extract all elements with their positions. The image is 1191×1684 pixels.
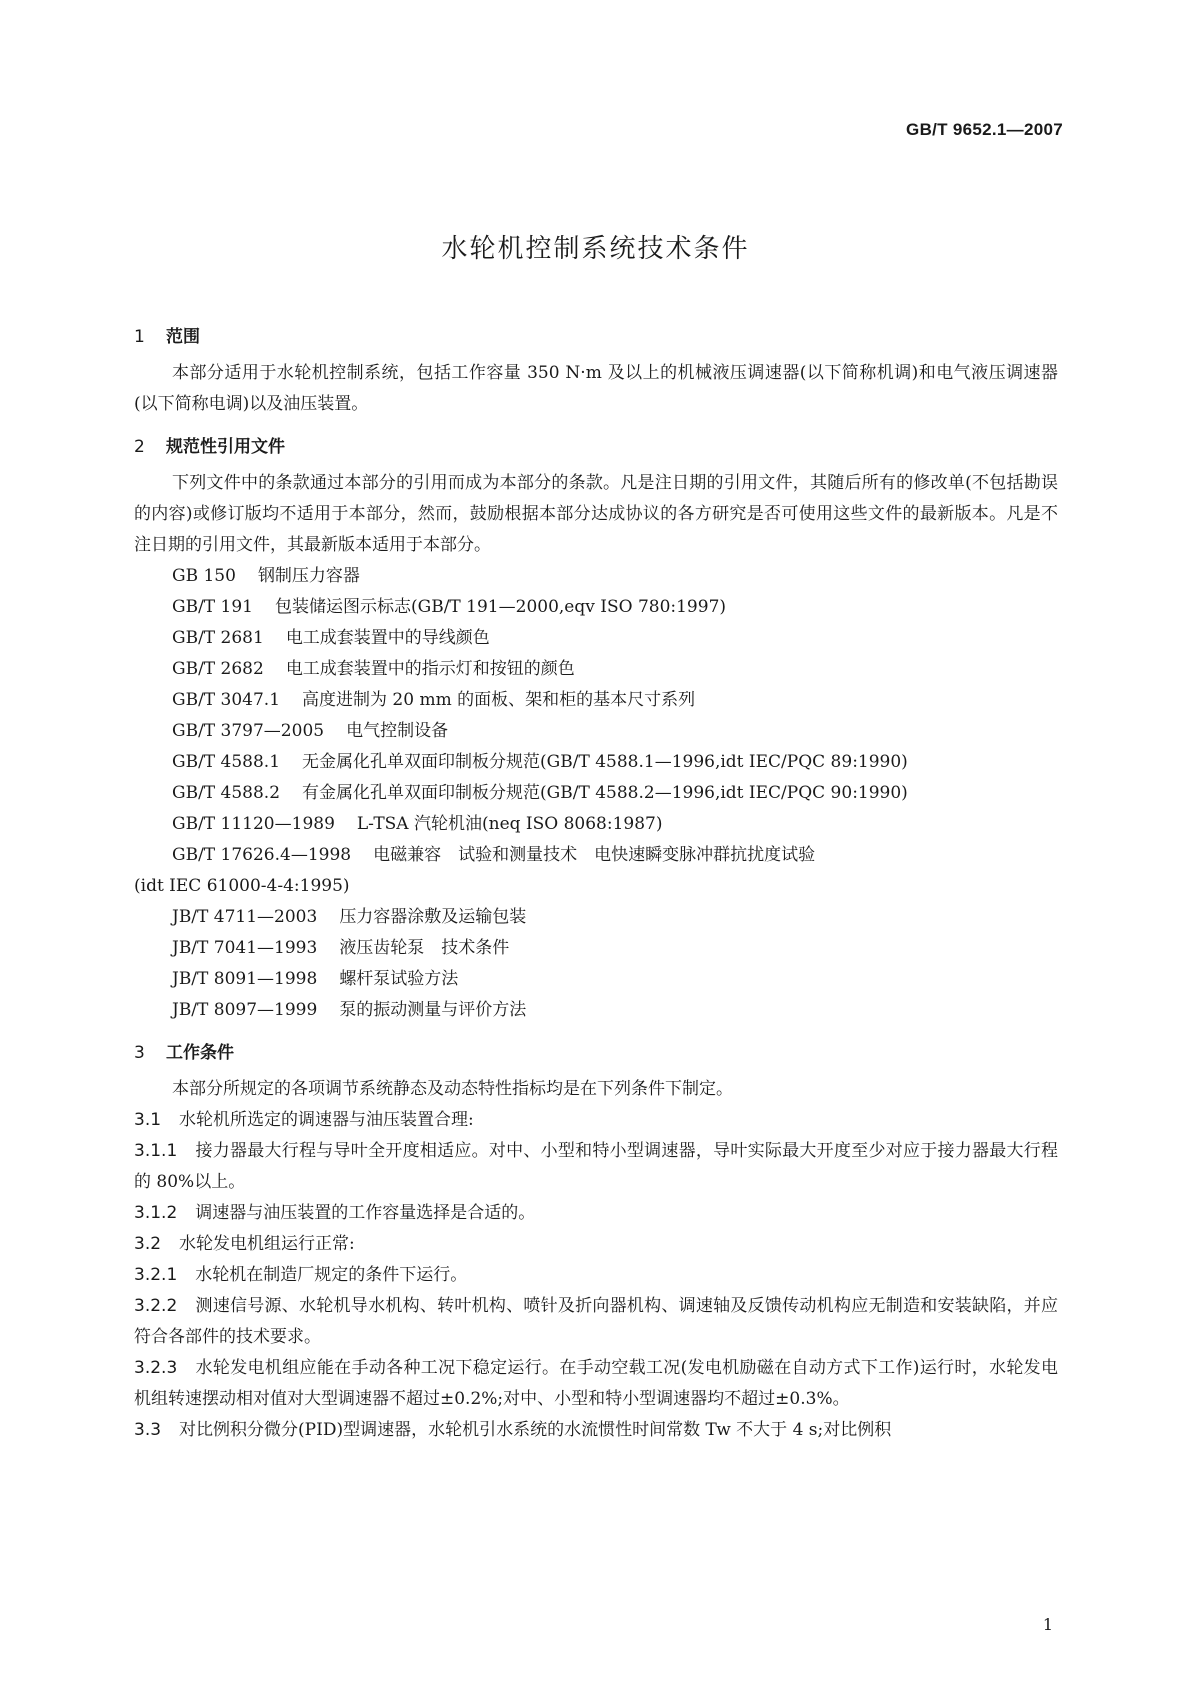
section-title: 工作条件 xyxy=(166,1043,234,1063)
section-number: 1 xyxy=(134,327,145,347)
clause-text: 接力器最大行程与导叶全开度相适应。对中、小型和特小型调速器，导叶实际最大开度至少对应于接力器最大行程的 80%以上。 xyxy=(134,1141,1058,1192)
clause-number: 3.3 xyxy=(134,1420,162,1440)
clause xyxy=(134,1229,1058,1260)
reference-title: 压力容器涂敷及运输包装 xyxy=(339,907,527,927)
reference-title: 电工成套装置中的导线颜色 xyxy=(285,628,490,648)
reference-title: 钢制压力容器 xyxy=(257,566,360,586)
clause-number: 3.1 xyxy=(134,1110,162,1130)
reference-item xyxy=(134,747,1058,778)
clause-number: 3.1.1 xyxy=(134,1141,178,1161)
clause-text: 水轮机在制造厂规定的条件下运行。 xyxy=(195,1265,468,1285)
reference-item xyxy=(134,778,1058,809)
reference-item xyxy=(134,995,1058,1026)
reference-item xyxy=(134,933,1058,964)
reference-code: JB/T 4711—2003 xyxy=(172,907,318,927)
clause-number: 3.1.2 xyxy=(134,1203,178,1223)
reference-item xyxy=(134,902,1058,933)
reference-item xyxy=(134,654,1058,685)
reference-item xyxy=(134,809,1058,840)
section-1-heading xyxy=(134,322,1058,352)
document-title: 水轮机控制系统技术条件 xyxy=(441,234,750,264)
reference-item xyxy=(134,592,1058,623)
standard-code: GB/T 9652.1—2007 xyxy=(906,120,1063,139)
reference-code: GB/T 2681 xyxy=(172,628,264,648)
clause-number: 3.2 xyxy=(134,1234,162,1254)
reference-code: GB/T 3797—2005 xyxy=(172,721,325,741)
clause-number: 3.2.1 xyxy=(134,1265,178,1285)
clause-text: 水轮发电机组运行正常: xyxy=(179,1234,355,1254)
reference-title: 电气控制设备 xyxy=(346,721,449,741)
document-body xyxy=(134,322,1058,1446)
reference-code: GB/T 4588.1 xyxy=(172,752,281,772)
section-3-heading xyxy=(134,1038,1058,1068)
reference-title: 有金属化孔单双面印制板分规范(GB/T 4588.2—1996,idt IEC/PQC 90:1990) xyxy=(302,783,908,803)
reference-title: 电磁兼容 试验和测量技术 电快速瞬变脉冲群抗扰度试验 xyxy=(373,845,816,865)
section-number: 2 xyxy=(134,437,145,457)
reference-code: JB/T 7041—1993 xyxy=(172,938,318,958)
reference-code: GB/T 11120—1989 xyxy=(172,814,335,834)
reference-item xyxy=(134,964,1058,995)
clause xyxy=(134,1105,1058,1136)
clause-text: 水轮机所选定的调速器与油压装置合理: xyxy=(179,1110,474,1130)
clause-text: 对比例积分微分(PID)型调速器，水轮机引水系统的水流惯性时间常数 Tw 不大于 4 s;对比例积 xyxy=(179,1420,892,1440)
section-1-paragraph: 本部分适用于水轮机控制系统，包括工作容量 350 N·m 及以上的机械液压调速器(以下简称机调)和电气液压调速器(以下简称电调)以及油压装置。 xyxy=(134,363,1058,414)
reference-item xyxy=(134,561,1058,592)
clause xyxy=(134,1198,1058,1229)
reference-title: 电工成套装置中的指示灯和按钮的颜色 xyxy=(285,659,575,679)
clause-text: 调速器与油压装置的工作容量选择是合适的。 xyxy=(195,1203,536,1223)
reference-title: 无金属化孔单双面印制板分规范(GB/T 4588.1—1996,idt IEC/PQC 89:1990) xyxy=(302,752,908,772)
section-2-heading xyxy=(134,432,1058,462)
reference-title: 螺杆泵试验方法 xyxy=(339,969,459,989)
reference-code: GB 150 xyxy=(172,566,236,586)
reference-title: 高度进制为 20 mm 的面板、架和柜的基本尺寸系列 xyxy=(302,690,696,710)
reference-item xyxy=(134,623,1058,654)
reference-title: 包装储运图示标志(GB/T 191—2000,eqv ISO 780:1997) xyxy=(275,597,727,617)
reference-continuation: (idt IEC 61000-4-4:1995) xyxy=(134,876,350,896)
clause-text: 测速信号源、水轮机导水机构、转叶机构、喷针及折向器机构、调速轴及反馈传动机构应无制造和安装缺陷，并应符合各部件的技术要求。 xyxy=(134,1296,1058,1347)
reference-item xyxy=(134,685,1058,716)
reference-item xyxy=(134,716,1058,747)
clause xyxy=(134,1291,1058,1353)
section-title: 范围 xyxy=(166,327,200,347)
clause xyxy=(134,1136,1058,1198)
clause-number: 3.2.3 xyxy=(134,1358,178,1378)
reference-code: GB/T 4588.2 xyxy=(172,783,281,803)
reference-code: GB/T 17626.4—1998 xyxy=(172,845,352,865)
page-number: 1 xyxy=(1042,1615,1053,1634)
clause xyxy=(134,1260,1058,1291)
section-number: 3 xyxy=(134,1043,145,1063)
clause xyxy=(134,1415,1058,1446)
reference-code: JB/T 8097—1999 xyxy=(172,1000,318,1020)
reference-code: GB/T 3047.1 xyxy=(172,690,281,710)
reference-title: 液压齿轮泵 技术条件 xyxy=(339,938,510,958)
clause-number: 3.2.2 xyxy=(134,1296,178,1316)
clause-text: 水轮发电机组应能在手动各种工况下稳定运行。在手动空载工况(发电机励磁在自动方式下工作)运行时，水轮发电机组转速摆动相对值对大型调速器不超过±0.2%;对中、小型和特小型调速器均不超过±0.3%。 xyxy=(134,1358,1058,1409)
section-title: 规范性引用文件 xyxy=(166,437,285,457)
clause xyxy=(134,1353,1058,1415)
section-2-paragraph: 下列文件中的条款通过本部分的引用而成为本部分的条款。凡是注日期的引用文件，其随后所有的修改单(不包括勘误的内容)或修订版均不适用于本部分，然而，鼓励根据本部分达成协议的各方研究是否可使用这些文件的最新版本。凡是不注日期的引用文件，其最新版本适用于本部分。 xyxy=(134,473,1058,555)
reference-title: 泵的振动测量与评价方法 xyxy=(339,1000,527,1020)
reference-code: GB/T 2682 xyxy=(172,659,264,679)
reference-title: L-TSA 汽轮机油(neq ISO 8068:1987) xyxy=(356,814,663,834)
section-3-paragraph: 本部分所规定的各项调节系统静态及动态特性指标均是在下列条件下制定。 xyxy=(172,1079,733,1099)
reference-code: JB/T 8091—1998 xyxy=(172,969,318,989)
reference-code: GB/T 191 xyxy=(172,597,253,617)
reference-item-long xyxy=(134,840,1058,871)
